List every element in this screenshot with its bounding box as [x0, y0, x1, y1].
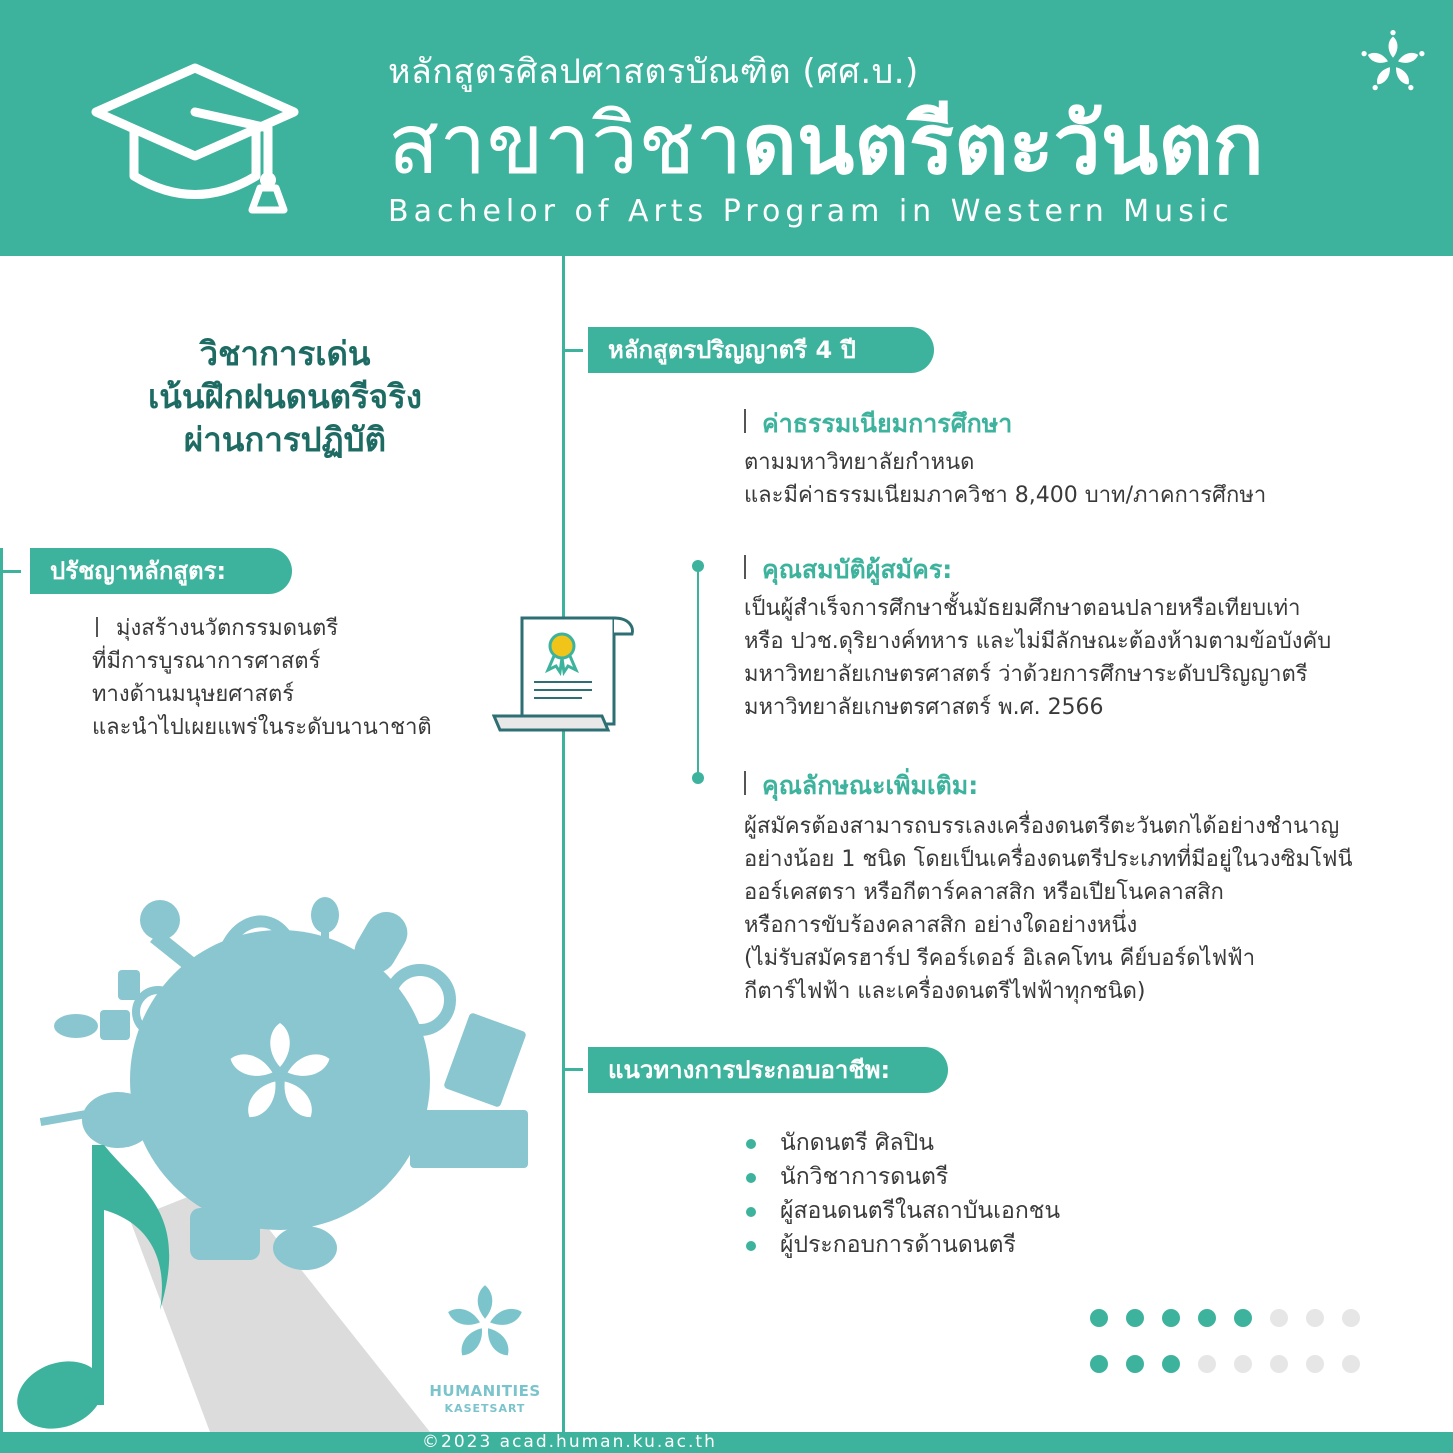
extra-line: (ไม่รับสมัครฮาร์ป รีคอร์เดอร์ อิเลคโทน คีย์บอร์ดไฟฟ้า — [744, 946, 1256, 971]
fee-body — [744, 446, 1266, 512]
career-label: แนวทางการประกอบอาชีพ: — [588, 1047, 948, 1093]
qualification-line: หรือ ปวช.ดุริยางค์ทหาร และไม่มีลักษณะต้องห้ามตามข้อบังคับ — [744, 629, 1332, 654]
progress-dot — [1306, 1355, 1324, 1373]
program-title — [388, 95, 1264, 193]
progress-dot — [1270, 1355, 1288, 1373]
graduation-cap-icon — [88, 58, 303, 223]
progress-dot — [1234, 1355, 1252, 1373]
progress-dot — [1126, 1355, 1144, 1373]
career-tick — [565, 1068, 583, 1071]
extra-line: อย่างน้อย 1 ชนิด โดยเป็นเครื่องดนตรีประเภทที่มีอยู่ในวงซิมโฟนี — [744, 847, 1353, 872]
certificate-icon — [492, 612, 637, 734]
qualification-body — [744, 592, 1331, 724]
list-item: ผู้สอนดนตรีในสถาบันเอกชน — [744, 1194, 1060, 1228]
highlight-line: เน้นฝึกฝนดนตรีจริง — [148, 377, 422, 416]
progress-dot — [1234, 1309, 1252, 1327]
footer-bar — [0, 1432, 1453, 1453]
progress-dot — [1342, 1309, 1360, 1327]
extra-line: ออร์เคสตรา หรือกีตาร์คลาสสิก หรือเปียโนคลาสสิก — [744, 880, 1224, 905]
progress-dots-row2 — [1090, 1355, 1362, 1375]
fee-heading: ค่าธรรมเนียมการศึกษา — [744, 404, 1012, 444]
brand-name: HUMANITIES — [429, 1382, 541, 1400]
highlight-text — [60, 332, 510, 461]
progress-dot — [1090, 1309, 1108, 1327]
philosophy-text — [92, 612, 432, 744]
timeline-dot — [692, 560, 704, 572]
flower-logo-icon — [1360, 30, 1426, 96]
progress-dot — [1270, 1309, 1288, 1327]
progress-dot — [1162, 1355, 1180, 1373]
timeline-center-line — [562, 256, 565, 1432]
progress-dot — [1090, 1355, 1108, 1373]
list-item: นักดนตรี ศิลปิน — [744, 1126, 1060, 1160]
progress-dots-row1 — [1090, 1309, 1362, 1329]
qualification-line: มหาวิทยาลัยเกษตรศาสตร์ ว่าด้วยการศึกษาระดับปริญญาตรี — [744, 662, 1308, 687]
list-item: นักวิชาการดนตรี — [744, 1160, 1060, 1194]
philosophy-line: และนำไปเผยแพร่ในระดับนานาชาติ — [92, 715, 432, 740]
brand-subtitle: KASETSART — [444, 1402, 526, 1415]
progress-dot — [1306, 1309, 1324, 1327]
program-label: หลักสูตรปริญญาตรี 4 ปี — [588, 327, 934, 373]
progress-dot — [1198, 1355, 1216, 1373]
progress-dot — [1198, 1309, 1216, 1327]
extra-body — [744, 810, 1353, 1008]
program-subtitle: หลักสูตรศิลปศาสตรบัณฑิต (ศศ.บ.) — [388, 52, 919, 92]
philosophy-tick — [3, 570, 21, 573]
title-bold: ดนตรีตะวันตก — [742, 95, 1264, 193]
philosophy-line: ทางด้านมนุษยศาสตร์ — [92, 682, 295, 707]
fee-line: ตามมหาวิทยาลัยกำหนด — [744, 450, 975, 475]
extra-line: หรือการขับร้องคลาสสิก อย่างใดอย่างหนึ่ง — [744, 913, 1138, 938]
list-item: ผู้ประกอบการด้านดนตรี — [744, 1228, 1060, 1262]
extra-heading: คุณลักษณะเพิ่มเติม: — [744, 766, 978, 806]
program-title-english: Bachelor of Arts Program in Western Music — [388, 194, 1234, 229]
qualification-line: เป็นผู้สำเร็จการศึกษาชั้นมัธยมศึกษาตอนปลายหรือเทียบเท่า — [744, 596, 1301, 621]
qualification-heading: คุณสมบัติผู้สมัคร: — [744, 550, 952, 590]
progress-dot — [1162, 1309, 1180, 1327]
music-note-icon — [8, 1145, 169, 1432]
qualification-connector — [697, 566, 699, 782]
extra-line: กีตาร์ไฟฟ้า และเครื่องดนตรีไฟฟ้าทุกชนิด) — [744, 979, 1146, 1004]
qualification-line: มหาวิทยาลัยเกษตรศาสตร์ พ.ศ. 2566 — [744, 695, 1104, 720]
title-prefix: สาขาวิชา — [388, 95, 743, 193]
career-list — [744, 1126, 1060, 1262]
philosophy-line: ที่มีการบูรณาการศาสตร์ — [92, 649, 321, 674]
footer-copyright: ©2023 acad.human.ku.ac.th — [422, 1432, 717, 1452]
humanities-logo-icon — [440, 1280, 530, 1368]
progress-dot — [1342, 1355, 1360, 1373]
fee-line: และมีค่าธรรมเนียมภาควิชา 8,400 บาท/ภาคการศึกษา — [744, 483, 1267, 508]
highlight-line: ผ่านการปฏิบัติ — [183, 420, 387, 459]
program-tick — [565, 349, 583, 352]
philosophy-line: มุ่งสร้างนวัตกรรมดนตรี — [92, 612, 432, 645]
highlight-line: วิชาการเด่น — [199, 334, 371, 373]
extra-line: ผู้สมัครต้องสามารถบรรเลงเครื่องดนตรีตะวันตกได้อย่างชำนาญ — [744, 814, 1340, 839]
instruments-group — [40, 897, 528, 1270]
progress-dot — [1126, 1309, 1144, 1327]
timeline-dot — [692, 772, 704, 784]
philosophy-label: ปรัชญาหลักสูตร: — [30, 548, 292, 594]
